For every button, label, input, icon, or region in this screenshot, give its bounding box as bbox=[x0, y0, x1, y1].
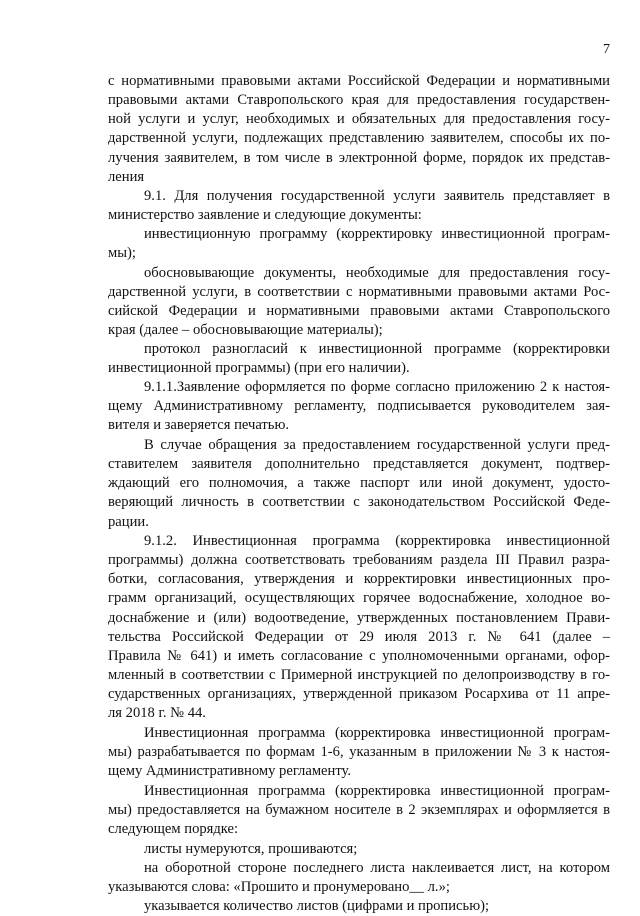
text-line: дарственной услуги, подлежащих представлению заявителем, способы их по- bbox=[108, 130, 610, 147]
text-line: Правила № 641) и иметь согласование с уполномоченными органами, офор- bbox=[108, 647, 610, 664]
text-line: лучения заявителем, в том числе в электронной форме, порядок их представ- bbox=[108, 149, 610, 166]
text-line: веряющий личность в соответствии с законодательством Российской Феде- bbox=[108, 494, 610, 511]
text-line: ждающий его полномочия, а также паспорт или иной документ, удосто- bbox=[108, 475, 610, 492]
text-line: грамм организаций, осуществляющих горячее водоснабжение, холодное во- bbox=[108, 590, 610, 607]
text-line: вителя и заверяется печатью. bbox=[108, 417, 290, 434]
paragraph bbox=[108, 532, 610, 723]
text-line: ля 2018 г. № 44. bbox=[108, 705, 206, 722]
text-line: ботки, согласования, утверждения и корректировки инвестиционных про- bbox=[108, 571, 610, 588]
text-line: В случае обращения за предоставлением государственной услуги пред- bbox=[144, 437, 610, 453]
text-line: ставителем заявителя дополнительно представляется документ, подтвер- bbox=[108, 456, 610, 473]
paragraph bbox=[108, 378, 610, 435]
text-line: ления bbox=[108, 168, 145, 185]
text-line: инвестиционной программы) (при его наличии). bbox=[108, 360, 410, 377]
text-line: 9.1. Для получения государственной услуги заявитель представляет в bbox=[144, 188, 610, 204]
text-line: указывается количество листов (цифрами и прописью); bbox=[144, 898, 490, 914]
paragraph bbox=[108, 897, 610, 916]
text-line: доснабжение и (или) водоотведение, утвержденных постановлением Прави- bbox=[108, 609, 610, 626]
text-line: 9.1.1.Заявление оформляется по форме согласно приложению 2 к настоя- bbox=[144, 379, 610, 395]
text-line: обосновывающие документы, необходимые для предоставления госу- bbox=[144, 265, 610, 281]
paragraph bbox=[108, 859, 610, 897]
paragraph bbox=[108, 782, 610, 839]
text-line: сударственных организациях, утвержденной приказом Росархива от 11 апре- bbox=[108, 686, 610, 703]
text-line: программы) должна соответствовать требованиям раздела III Правил разра- bbox=[108, 552, 610, 569]
text-line: правовыми актами Ставропольского края для предоставления государствен- bbox=[108, 92, 610, 109]
text-line: мы) разрабатывается по формам 1-6, указанным в приложении № 3 к настоя- bbox=[108, 744, 610, 761]
text-line: листы нумеруются, прошиваются; bbox=[144, 841, 358, 857]
text-line: тельства Российской Федерации от 29 июля 2013 г. № 641 (далее – bbox=[108, 628, 610, 645]
paragraph bbox=[108, 436, 610, 532]
paragraph bbox=[108, 724, 610, 781]
paragraph bbox=[108, 264, 610, 341]
text-line: следующем порядке: bbox=[108, 821, 239, 838]
text-line: указываются слова: «Прошито и пронумеровано__ л.»; bbox=[108, 879, 450, 896]
text-line: щему Административному регламенту, подписывается руководителем зая- bbox=[108, 398, 610, 415]
paragraph bbox=[108, 340, 610, 378]
text-line: с нормативными правовыми актами Российской Федерации и нормативными bbox=[108, 73, 610, 89]
paragraph bbox=[108, 840, 610, 859]
text-line: рации. bbox=[108, 513, 149, 530]
paragraph bbox=[108, 187, 610, 225]
text-line: протокол разногласий к инвестиционной программе (корректировки bbox=[144, 341, 610, 357]
text-line: министерство заявление и следующие документы: bbox=[108, 207, 422, 224]
text-line: мы); bbox=[108, 245, 136, 262]
text-line: Инвестиционная программа (корректировка инвестиционной програм- bbox=[144, 783, 610, 799]
paragraph bbox=[108, 225, 610, 263]
text-line: сийской Федерации и нормативными правовыми актами Ставропольского bbox=[108, 303, 610, 320]
text-line: Инвестиционная программа (корректировка инвестиционной програм- bbox=[144, 725, 610, 741]
text-line: инвестиционную программу (корректировку инвестиционной програм- bbox=[144, 226, 610, 242]
text-line: щему Административному регламенту. bbox=[108, 763, 352, 780]
text-line: мленный в соответствии с Примерной инструкцией по делопроизводству в го- bbox=[108, 666, 610, 683]
text-line: дарственной услуги, в соответствии с нормативными правовыми актами Рос- bbox=[108, 284, 610, 301]
text-line: 9.1.2. Инвестиционная программа (корректировка инвестиционной bbox=[144, 533, 610, 549]
text-line: края (далее – обосновывающие материалы); bbox=[108, 322, 383, 339]
page-number: 7 bbox=[603, 42, 610, 57]
text-line: ной услуги и услуг, необходимых и обязательных для предоставления госу- bbox=[108, 111, 610, 128]
text-line: на оборотной стороне последнего листа наклеивается лист, на котором bbox=[144, 860, 610, 876]
paragraph bbox=[108, 72, 610, 187]
text-line: мы) предоставляется на бумажном носителе в 2 экземплярах и оформляется в bbox=[108, 802, 610, 819]
